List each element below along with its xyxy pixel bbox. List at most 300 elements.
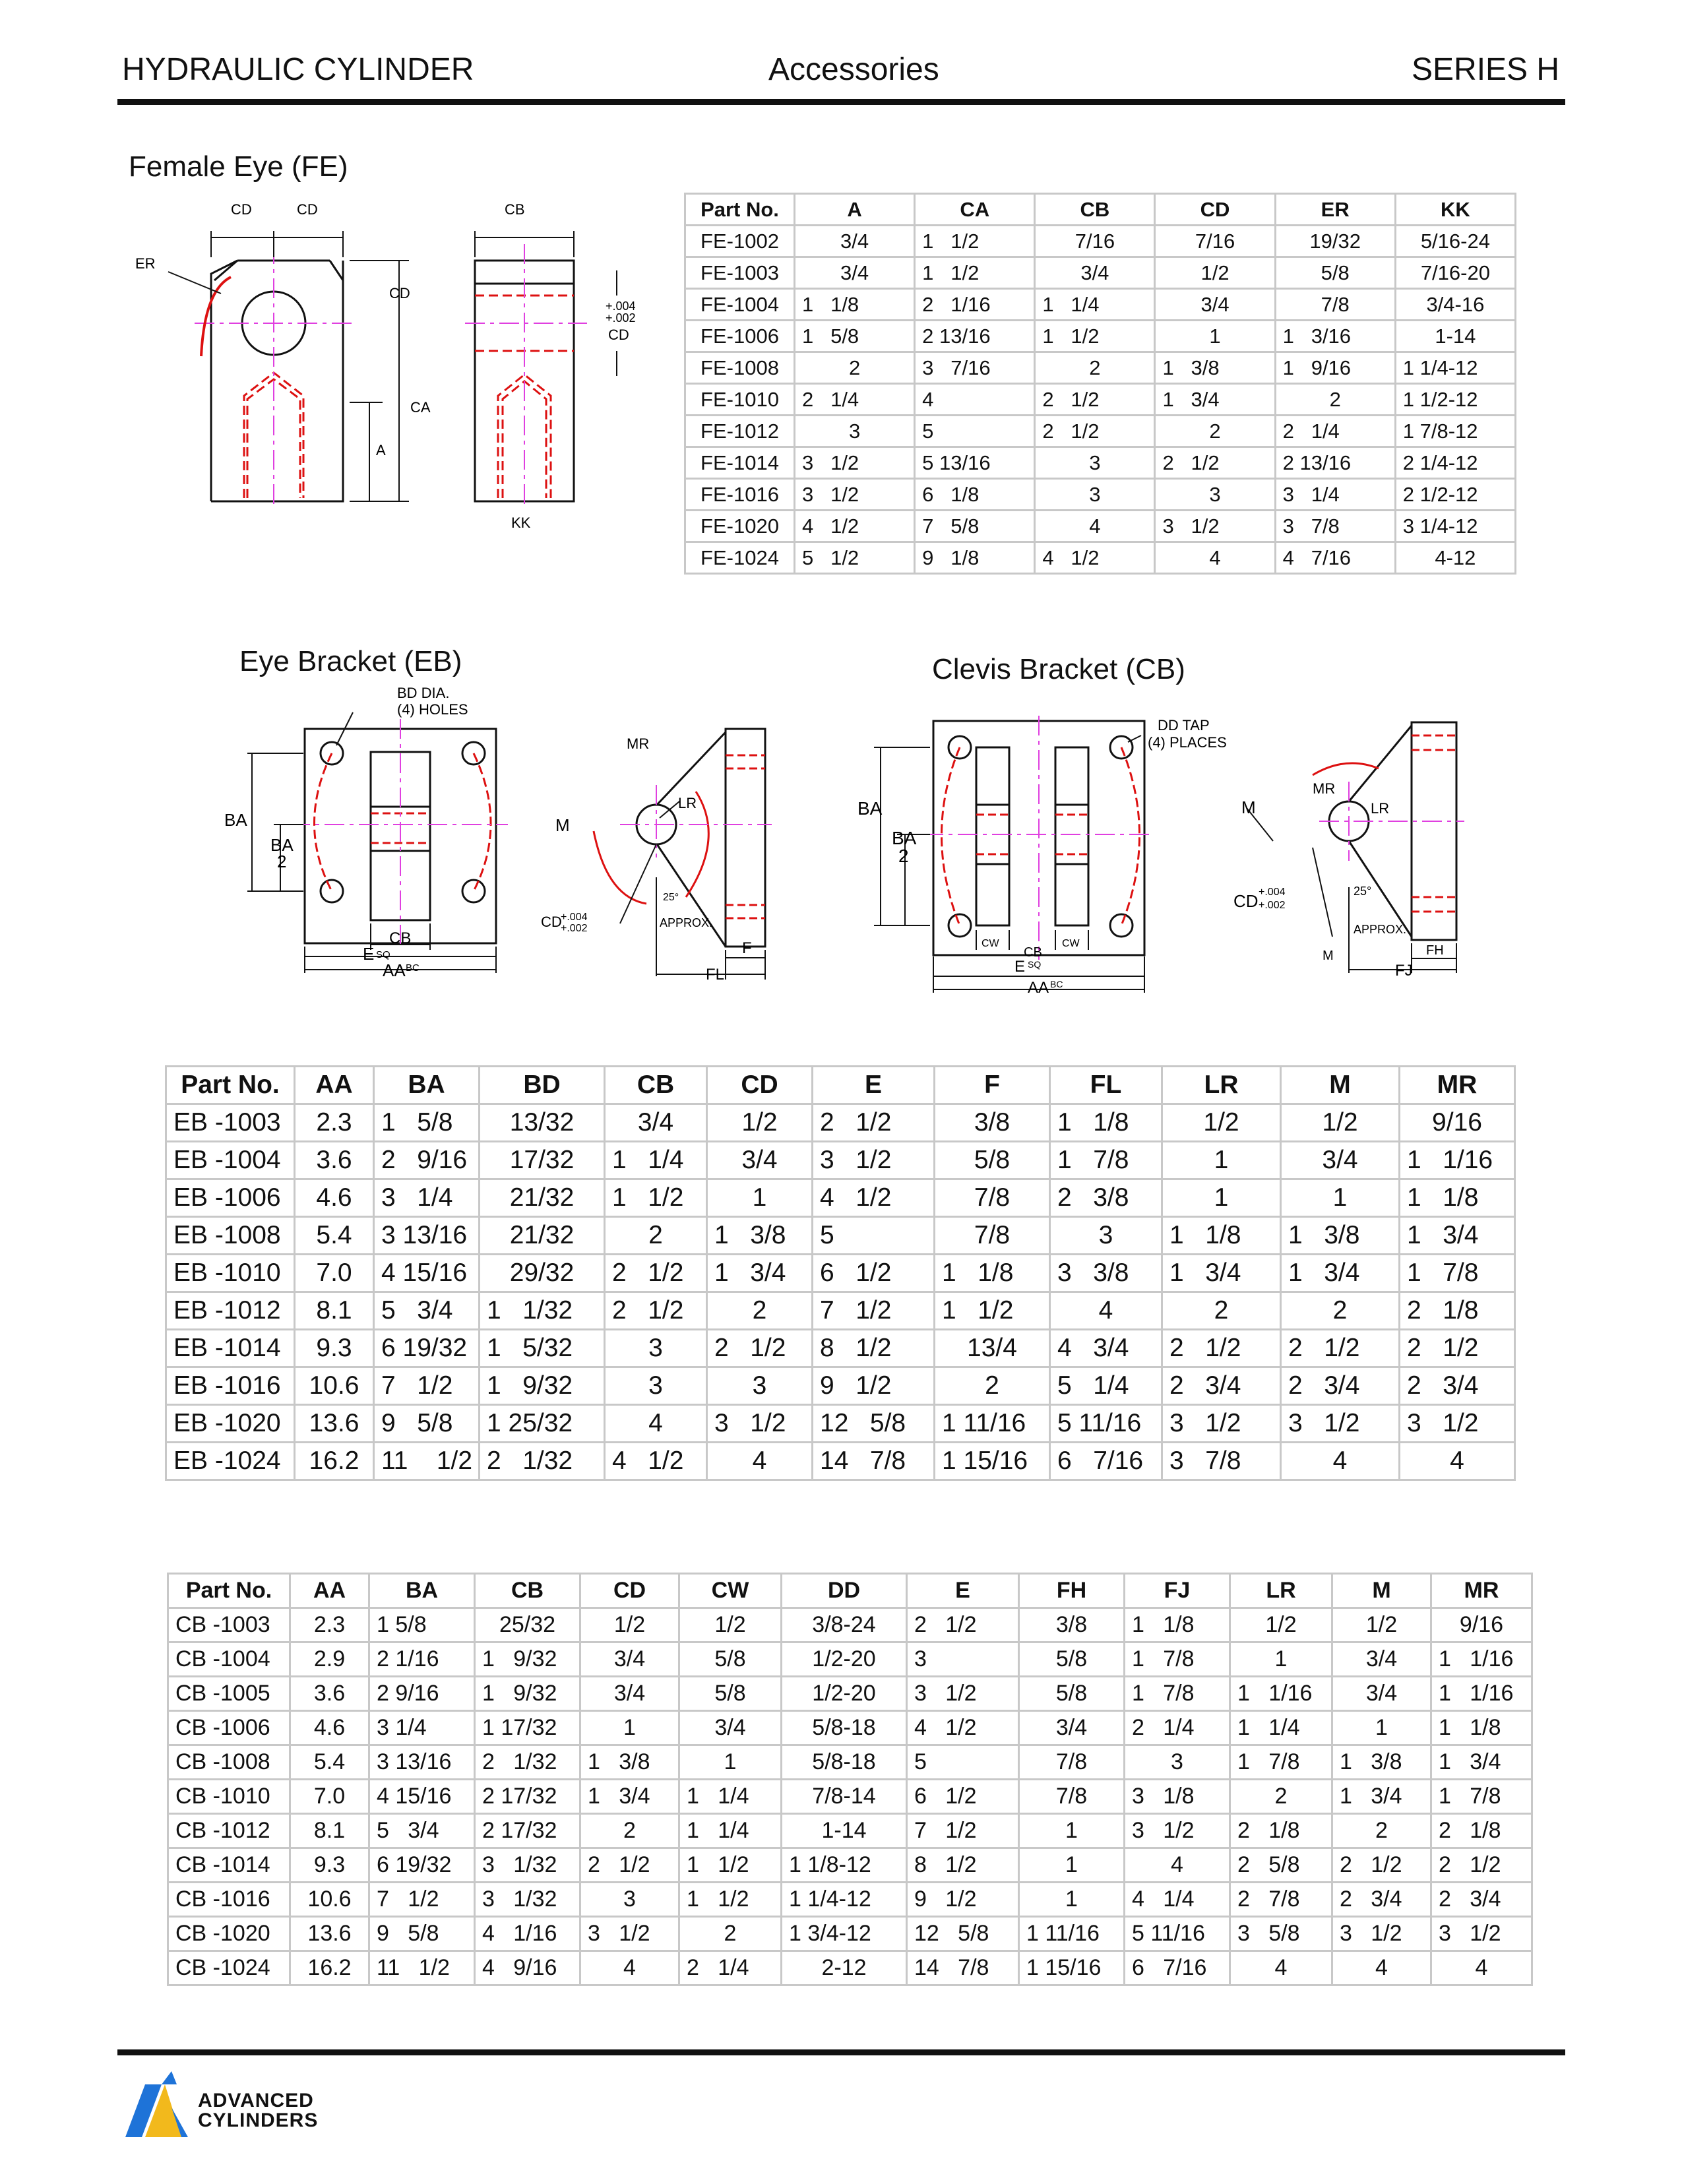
- table-row: [166, 1292, 1515, 1330]
- table-cell: 2: [1162, 1292, 1281, 1330]
- table-cell: 3/4: [707, 1142, 813, 1179]
- eb-label-bc: BC: [406, 962, 420, 974]
- table-cell: 2 13/16: [1275, 447, 1395, 479]
- table-cell: 1 3/8: [1332, 1745, 1431, 1780]
- table-cell: 3.6: [290, 1677, 369, 1711]
- table-cell: 9 5/8: [374, 1405, 480, 1443]
- cbk-label-cb: CB: [1024, 945, 1042, 960]
- table-cell: 1: [580, 1711, 679, 1745]
- table-cell: 2 1/2: [605, 1292, 707, 1330]
- table-cell: 21/32: [480, 1217, 605, 1255]
- cb-col-header: M: [1332, 1574, 1431, 1608]
- table-cell: 4 1/2: [605, 1443, 707, 1480]
- table-cell: 2: [1035, 352, 1155, 384]
- table-cell: 3 1/2: [1431, 1917, 1532, 1951]
- table-cell: 25/32: [475, 1608, 580, 1642]
- eb-col-header: AA: [295, 1067, 374, 1104]
- table-cell: 3 1/2: [1125, 1814, 1230, 1848]
- table-cell: 9/16: [1400, 1104, 1515, 1142]
- table-cell: 1 5/8: [795, 321, 915, 352]
- table-cell: 1 3/8: [580, 1745, 679, 1780]
- table-cell: 2 1/16: [369, 1642, 475, 1677]
- table-row: [685, 289, 1516, 321]
- table-cell: 4 1/16: [475, 1917, 580, 1951]
- table-cell: 8 1/2: [907, 1848, 1019, 1883]
- eb-label-lr: LR: [678, 795, 697, 811]
- fe-table: [684, 193, 1516, 575]
- table-row: [685, 352, 1516, 384]
- eb-col-header: CB: [605, 1067, 707, 1104]
- table-cell: 2 1/32: [480, 1443, 605, 1480]
- eb-label-tol2: +.002: [561, 923, 588, 934]
- cb-col-header: FJ: [1125, 1574, 1230, 1608]
- table-cell: CB -1012: [168, 1814, 290, 1848]
- table-cell: 3 1/8: [1125, 1780, 1230, 1814]
- table-cell: 17/32: [480, 1142, 605, 1179]
- table-cell: 3.6: [295, 1142, 374, 1179]
- table-cell: 5/8: [1019, 1642, 1125, 1677]
- table-cell: 2: [679, 1917, 782, 1951]
- table-cell: 6 19/32: [374, 1330, 480, 1367]
- table-cell: 2-12: [782, 1951, 907, 1985]
- table-cell: 4: [1230, 1951, 1332, 1985]
- eb-label-e: E: [363, 944, 375, 964]
- table-cell: 4.6: [290, 1711, 369, 1745]
- table-row: [166, 1255, 1515, 1292]
- table-cell: 10.6: [290, 1883, 369, 1917]
- table-cell: CB -1003: [168, 1608, 290, 1642]
- eb-table: [165, 1065, 1516, 1481]
- fe-label-tol1: +.004: [606, 299, 636, 313]
- table-cell: EB -1012: [166, 1292, 295, 1330]
- table-cell: 6 1/8: [915, 479, 1035, 511]
- table-cell: 1/2-20: [782, 1677, 907, 1711]
- table-cell: 2 3/4: [1162, 1367, 1281, 1405]
- table-cell: 1/2-20: [782, 1642, 907, 1677]
- table-row: [168, 1814, 1532, 1848]
- cbk-label-aa: AA: [1028, 979, 1049, 997]
- table-cell: 2 1/4: [1125, 1711, 1230, 1745]
- table-cell: 5/8: [935, 1142, 1050, 1179]
- table-cell: 4 1/2: [795, 511, 915, 542]
- cbk-label-deg: 25°: [1354, 885, 1372, 898]
- table-cell: EB -1016: [166, 1367, 295, 1405]
- table-cell: FE-1006: [685, 321, 795, 352]
- table-row: [166, 1330, 1515, 1367]
- table-cell: 1/2: [1162, 1104, 1281, 1142]
- table-cell: 1 1/2: [915, 226, 1035, 257]
- table-cell: 7/8: [1019, 1780, 1125, 1814]
- table-cell: 1/2: [679, 1608, 782, 1642]
- table-cell: 12 5/8: [813, 1405, 935, 1443]
- table-cell: 1 9/32: [475, 1677, 580, 1711]
- table-cell: 4 3/4: [1050, 1330, 1162, 1367]
- table-cell: CB -1010: [168, 1780, 290, 1814]
- table-cell: 3 7/16: [915, 352, 1035, 384]
- table-cell: 8.1: [295, 1292, 374, 1330]
- cbk-label-ba2: BA: [892, 828, 917, 848]
- table-cell: 1 11/16: [935, 1405, 1050, 1443]
- fe-col-header: A: [795, 194, 915, 226]
- table-cell: FE-1010: [685, 384, 795, 416]
- table-cell: 1 3/16: [1275, 321, 1395, 352]
- table-cell: 7/8: [935, 1179, 1050, 1217]
- table-cell: 2 1/2-12: [1395, 479, 1515, 511]
- table-cell: 3: [1125, 1745, 1230, 1780]
- table-cell: 3/4: [679, 1711, 782, 1745]
- table-cell: 1 7/8: [1431, 1780, 1532, 1814]
- table-cell: 3/4-16: [1395, 289, 1515, 321]
- table-cell: 3: [1035, 447, 1155, 479]
- table-cell: 2 1/2: [1400, 1330, 1515, 1367]
- logo-line2: CYLINDERS: [198, 2109, 319, 2131]
- table-cell: 1 1/2: [605, 1179, 707, 1217]
- fe-label-cd1: CD: [231, 201, 252, 218]
- table-cell: 7/16: [1155, 226, 1275, 257]
- table-cell: 4: [1125, 1848, 1230, 1883]
- cbk-label-m2: M: [1323, 949, 1334, 963]
- table-cell: 29/32: [480, 1255, 605, 1292]
- table-cell: 1 7/8-12: [1395, 416, 1515, 447]
- table-cell: 2 5/8: [1230, 1848, 1332, 1883]
- table-cell: 9.3: [290, 1848, 369, 1883]
- table-cell: 2: [1281, 1292, 1400, 1330]
- table-cell: 1 3/4: [1400, 1217, 1515, 1255]
- cbk-label-dd-tap: DD TAP: [1158, 717, 1210, 733]
- cb-col-header: CD: [580, 1574, 679, 1608]
- table-cell: 1 1/8: [935, 1255, 1050, 1292]
- eb-table-header: [166, 1067, 1515, 1104]
- header-rule: [117, 99, 1565, 105]
- table-cell: 1 15/16: [935, 1443, 1050, 1480]
- eb-label-fl: FL: [706, 966, 725, 983]
- table-cell: 3 1/2: [795, 479, 915, 511]
- table-cell: 4: [1431, 1951, 1532, 1985]
- table-cell: 1 3/4: [1332, 1780, 1431, 1814]
- table-cell: 14 7/8: [907, 1951, 1019, 1985]
- table-cell: 5/8: [679, 1642, 782, 1677]
- table-row: [168, 1951, 1532, 1985]
- table-cell: 9 5/8: [369, 1917, 475, 1951]
- table-cell: 1 1/4: [679, 1814, 782, 1848]
- table-cell: 1 3/4: [707, 1255, 813, 1292]
- table-cell: 3 3/8: [1050, 1255, 1162, 1292]
- table-row: [166, 1104, 1515, 1142]
- table-cell: 1 7/8: [1400, 1255, 1515, 1292]
- eb-col-header: CD: [707, 1067, 813, 1104]
- table-cell: 9 1/2: [813, 1367, 935, 1405]
- table-cell: 1 7/8: [1125, 1642, 1230, 1677]
- cb-col-header: DD: [782, 1574, 907, 1608]
- table-cell: EB -1006: [166, 1179, 295, 1217]
- table-cell: EB -1020: [166, 1405, 295, 1443]
- table-cell: 5: [907, 1745, 1019, 1780]
- fe-col-header: KK: [1395, 194, 1515, 226]
- table-cell: 1 1/8: [1400, 1179, 1515, 1217]
- table-cell: 13/4: [935, 1330, 1050, 1367]
- fe-table-body: [685, 226, 1516, 574]
- table-cell: 2 17/32: [475, 1780, 580, 1814]
- table-cell: CB -1005: [168, 1677, 290, 1711]
- eb-table-body: [166, 1104, 1515, 1480]
- table-cell: FE-1014: [685, 447, 795, 479]
- table-cell: 5 1/2: [795, 542, 915, 574]
- table-cell: 10.6: [295, 1367, 374, 1405]
- table-cell: 7 1/2: [374, 1367, 480, 1405]
- table-cell: 2 1/2: [580, 1848, 679, 1883]
- logo-wordmark: [198, 2091, 318, 2131]
- table-cell: CB -1008: [168, 1745, 290, 1780]
- cb-table: [167, 1573, 1533, 1986]
- table-row: [166, 1217, 1515, 1255]
- table-cell: 3/4: [795, 257, 915, 289]
- table-cell: 2 17/32: [475, 1814, 580, 1848]
- table-cell: 1 1/8: [1050, 1104, 1162, 1142]
- eb-col-header: F: [935, 1067, 1050, 1104]
- table-cell: 2 1/8: [1400, 1292, 1515, 1330]
- cb-col-header: CB: [475, 1574, 580, 1608]
- eb-label-aa: AA: [383, 960, 406, 980]
- table-row: [166, 1443, 1515, 1480]
- table-cell: 1 25/32: [480, 1405, 605, 1443]
- table-cell: 9.3: [295, 1330, 374, 1367]
- table-cell: 2: [795, 352, 915, 384]
- table-cell: 7 1/2: [369, 1883, 475, 1917]
- table-cell: 1 3/4-12: [782, 1917, 907, 1951]
- table-cell: CB -1006: [168, 1711, 290, 1745]
- table-cell: 2: [1230, 1780, 1332, 1814]
- fe-label-cd-side: CD: [389, 285, 410, 301]
- table-cell: 4-12: [1395, 542, 1515, 574]
- table-cell: 2: [935, 1367, 1050, 1405]
- table-cell: 1 3/4: [1162, 1255, 1281, 1292]
- eb-label-cb: CB: [389, 929, 412, 947]
- table-cell: 19/32: [1275, 226, 1395, 257]
- table-cell: 2 1/2: [1155, 447, 1275, 479]
- table-cell: 16.2: [295, 1443, 374, 1480]
- table-cell: 13/32: [480, 1104, 605, 1142]
- eb-label-f: F: [742, 939, 752, 957]
- cbk-label-cd: CD: [1233, 891, 1259, 911]
- table-cell: 1/2: [1230, 1608, 1332, 1642]
- fe-col-header: CA: [915, 194, 1035, 226]
- table-cell: 4: [1400, 1443, 1515, 1480]
- table-cell: 2: [1275, 384, 1395, 416]
- table-cell: 9 1/2: [907, 1883, 1019, 1917]
- table-cell: 1 9/32: [480, 1367, 605, 1405]
- table-cell: 1 1/8-12: [782, 1848, 907, 1883]
- table-cell: 1 1/2: [915, 257, 1035, 289]
- eb-label-cd: CD: [541, 914, 562, 930]
- fe-col-header: ER: [1275, 194, 1395, 226]
- table-cell: 1 1/2: [679, 1848, 782, 1883]
- table-cell: 2: [580, 1814, 679, 1848]
- eb-label-sq: SQ: [376, 949, 390, 960]
- table-cell: 4 1/2: [907, 1711, 1019, 1745]
- table-cell: 2.3: [290, 1608, 369, 1642]
- table-cell: 2 7/8: [1230, 1883, 1332, 1917]
- table-cell: 7/8: [1275, 289, 1395, 321]
- table-cell: 2: [605, 1217, 707, 1255]
- cb-col-header: AA: [290, 1574, 369, 1608]
- table-cell: 2 1/2: [813, 1104, 935, 1142]
- table-cell: EB -1014: [166, 1330, 295, 1367]
- table-cell: 8.1: [290, 1814, 369, 1848]
- table-cell: 2 9/16: [374, 1142, 480, 1179]
- cbk-label-fh: FH: [1426, 943, 1444, 958]
- table-cell: 1 1/4: [1035, 289, 1155, 321]
- footer-rule: [117, 2049, 1565, 2055]
- table-cell: FE-1012: [685, 416, 795, 447]
- table-cell: 5/8: [1019, 1677, 1125, 1711]
- table-cell: 1 7/8: [1230, 1745, 1332, 1780]
- table-cell: 1: [1019, 1883, 1125, 1917]
- eye-bracket-drawing: [224, 686, 772, 989]
- table-cell: 11 1/2: [369, 1951, 475, 1985]
- clevis-bracket-title: Clevis Bracket (CB): [932, 653, 1185, 685]
- cb-table-header: [168, 1574, 1532, 1608]
- table-cell: 1/2: [580, 1608, 679, 1642]
- eb-label-m: M: [555, 815, 570, 835]
- table-cell: 3 1/2: [907, 1677, 1019, 1711]
- table-cell: 1 1/8: [1162, 1217, 1281, 1255]
- cb-col-header: BA: [369, 1574, 475, 1608]
- table-cell: 1: [1162, 1179, 1281, 1217]
- table-cell: 6 7/16: [1125, 1951, 1230, 1985]
- table-cell: 11 1/2: [374, 1443, 480, 1480]
- table-cell: 1 5/8: [369, 1608, 475, 1642]
- table-cell: 3: [580, 1883, 679, 1917]
- table-cell: 9 1/8: [915, 542, 1035, 574]
- table-cell: 2 3/8: [1050, 1179, 1162, 1217]
- table-cell: 1/2: [1281, 1104, 1400, 1142]
- table-cell: 7.0: [290, 1780, 369, 1814]
- table-cell: 1: [707, 1179, 813, 1217]
- fe-label-kk: KK: [511, 515, 531, 531]
- table-cell: 1 1/4-12: [782, 1883, 907, 1917]
- table-row: [685, 226, 1516, 257]
- table-cell: 13.6: [295, 1405, 374, 1443]
- table-cell: 2.3: [295, 1104, 374, 1142]
- table-cell: 1 1/2: [935, 1292, 1050, 1330]
- eb-col-header: MR: [1400, 1067, 1515, 1104]
- table-cell: 12 5/8: [907, 1917, 1019, 1951]
- table-cell: 1 1/4: [679, 1780, 782, 1814]
- table-cell: 21/32: [480, 1179, 605, 1217]
- cbk-label-bc: BC: [1050, 979, 1063, 989]
- table-cell: 4 15/16: [374, 1255, 480, 1292]
- table-cell: 3: [907, 1642, 1019, 1677]
- table-cell: 1-14: [782, 1814, 907, 1848]
- table-cell: 1 3/4: [1155, 384, 1275, 416]
- table-cell: CB -1024: [168, 1951, 290, 1985]
- female-eye-title: Female Eye (FE): [129, 150, 348, 183]
- table-cell: EB -1010: [166, 1255, 295, 1292]
- table-cell: 7.0: [295, 1255, 374, 1292]
- table-cell: 3 7/8: [1162, 1443, 1281, 1480]
- table-cell: 2 1/2: [1035, 416, 1155, 447]
- table-cell: 2 1/2: [1332, 1848, 1431, 1883]
- table-cell: 3/4: [580, 1642, 679, 1677]
- female-eye-drawing: [132, 198, 646, 534]
- table-cell: 3/4: [795, 226, 915, 257]
- cb-col-header: CW: [679, 1574, 782, 1608]
- cb-col-header: LR: [1230, 1574, 1332, 1608]
- table-cell: 2 1/2: [1035, 384, 1155, 416]
- table-row: [685, 511, 1516, 542]
- table-cell: FE-1004: [685, 289, 795, 321]
- fe-col-header: Part No.: [685, 194, 795, 226]
- table-cell: FE-1002: [685, 226, 795, 257]
- table-cell: 2 3/4: [1400, 1367, 1515, 1405]
- table-cell: 1 1/2: [1035, 321, 1155, 352]
- table-cell: 7/16: [1035, 226, 1155, 257]
- table-cell: 1: [679, 1745, 782, 1780]
- eb-label-ba2: BA: [270, 835, 294, 855]
- table-cell: 1/2: [1332, 1608, 1431, 1642]
- table-cell: 5 1/4: [1050, 1367, 1162, 1405]
- table-row: [166, 1142, 1515, 1179]
- table-cell: 3 13/16: [374, 1217, 480, 1255]
- eb-col-header: BD: [480, 1067, 605, 1104]
- table-cell: 3/4: [1019, 1711, 1125, 1745]
- cbk-label-cw2: CW: [1062, 938, 1080, 949]
- table-cell: 4 7/16: [1275, 542, 1395, 574]
- fe-label-cd2: CD: [297, 201, 318, 218]
- table-cell: 1: [1019, 1848, 1125, 1883]
- table-cell: 1 1/8: [795, 289, 915, 321]
- table-cell: 2 1/32: [475, 1745, 580, 1780]
- table-cell: EB -1004: [166, 1142, 295, 1179]
- table-row: [168, 1780, 1532, 1814]
- cbk-label-ba: BA: [857, 798, 883, 819]
- table-cell: 3 13/16: [369, 1745, 475, 1780]
- fe-label-tol2: +.002: [606, 311, 636, 325]
- table-cell: 3: [605, 1330, 707, 1367]
- table-row: [685, 542, 1516, 574]
- table-cell: 2: [1155, 416, 1275, 447]
- table-cell: 1: [1162, 1142, 1281, 1179]
- table-row: [168, 1642, 1532, 1677]
- table-cell: 1 9/16: [1275, 352, 1395, 384]
- table-cell: 1 1/2-12: [1395, 384, 1515, 416]
- cbk-label-two: 2: [898, 846, 909, 866]
- table-cell: EB -1008: [166, 1217, 295, 1255]
- fe-col-header: CD: [1155, 194, 1275, 226]
- table-cell: CB -1004: [168, 1642, 290, 1677]
- cb-table-body: [168, 1608, 1532, 1985]
- table-cell: 4 1/4: [1125, 1883, 1230, 1917]
- table-cell: 2 3/4: [1332, 1883, 1431, 1917]
- header-title: HYDRAULIC CYLINDER: [122, 52, 474, 87]
- table-cell: 7 5/8: [915, 511, 1035, 542]
- table-cell: 1 1/16: [1230, 1677, 1332, 1711]
- table-cell: 4: [605, 1405, 707, 1443]
- fe-col-header: CB: [1035, 194, 1155, 226]
- cbk-label-cw1: CW: [981, 938, 999, 949]
- table-cell: 4: [1281, 1443, 1400, 1480]
- table-cell: 5.4: [295, 1217, 374, 1255]
- table-row: [685, 416, 1516, 447]
- table-cell: 14 7/8: [813, 1443, 935, 1480]
- table-cell: 13.6: [290, 1917, 369, 1951]
- table-cell: 3/4: [605, 1104, 707, 1142]
- table-cell: 3 1/32: [475, 1883, 580, 1917]
- table-cell: 5/16-24: [1395, 226, 1515, 257]
- table-cell: CB -1014: [168, 1848, 290, 1883]
- table-cell: 3 1/2: [1281, 1405, 1400, 1443]
- table-row: [168, 1883, 1532, 1917]
